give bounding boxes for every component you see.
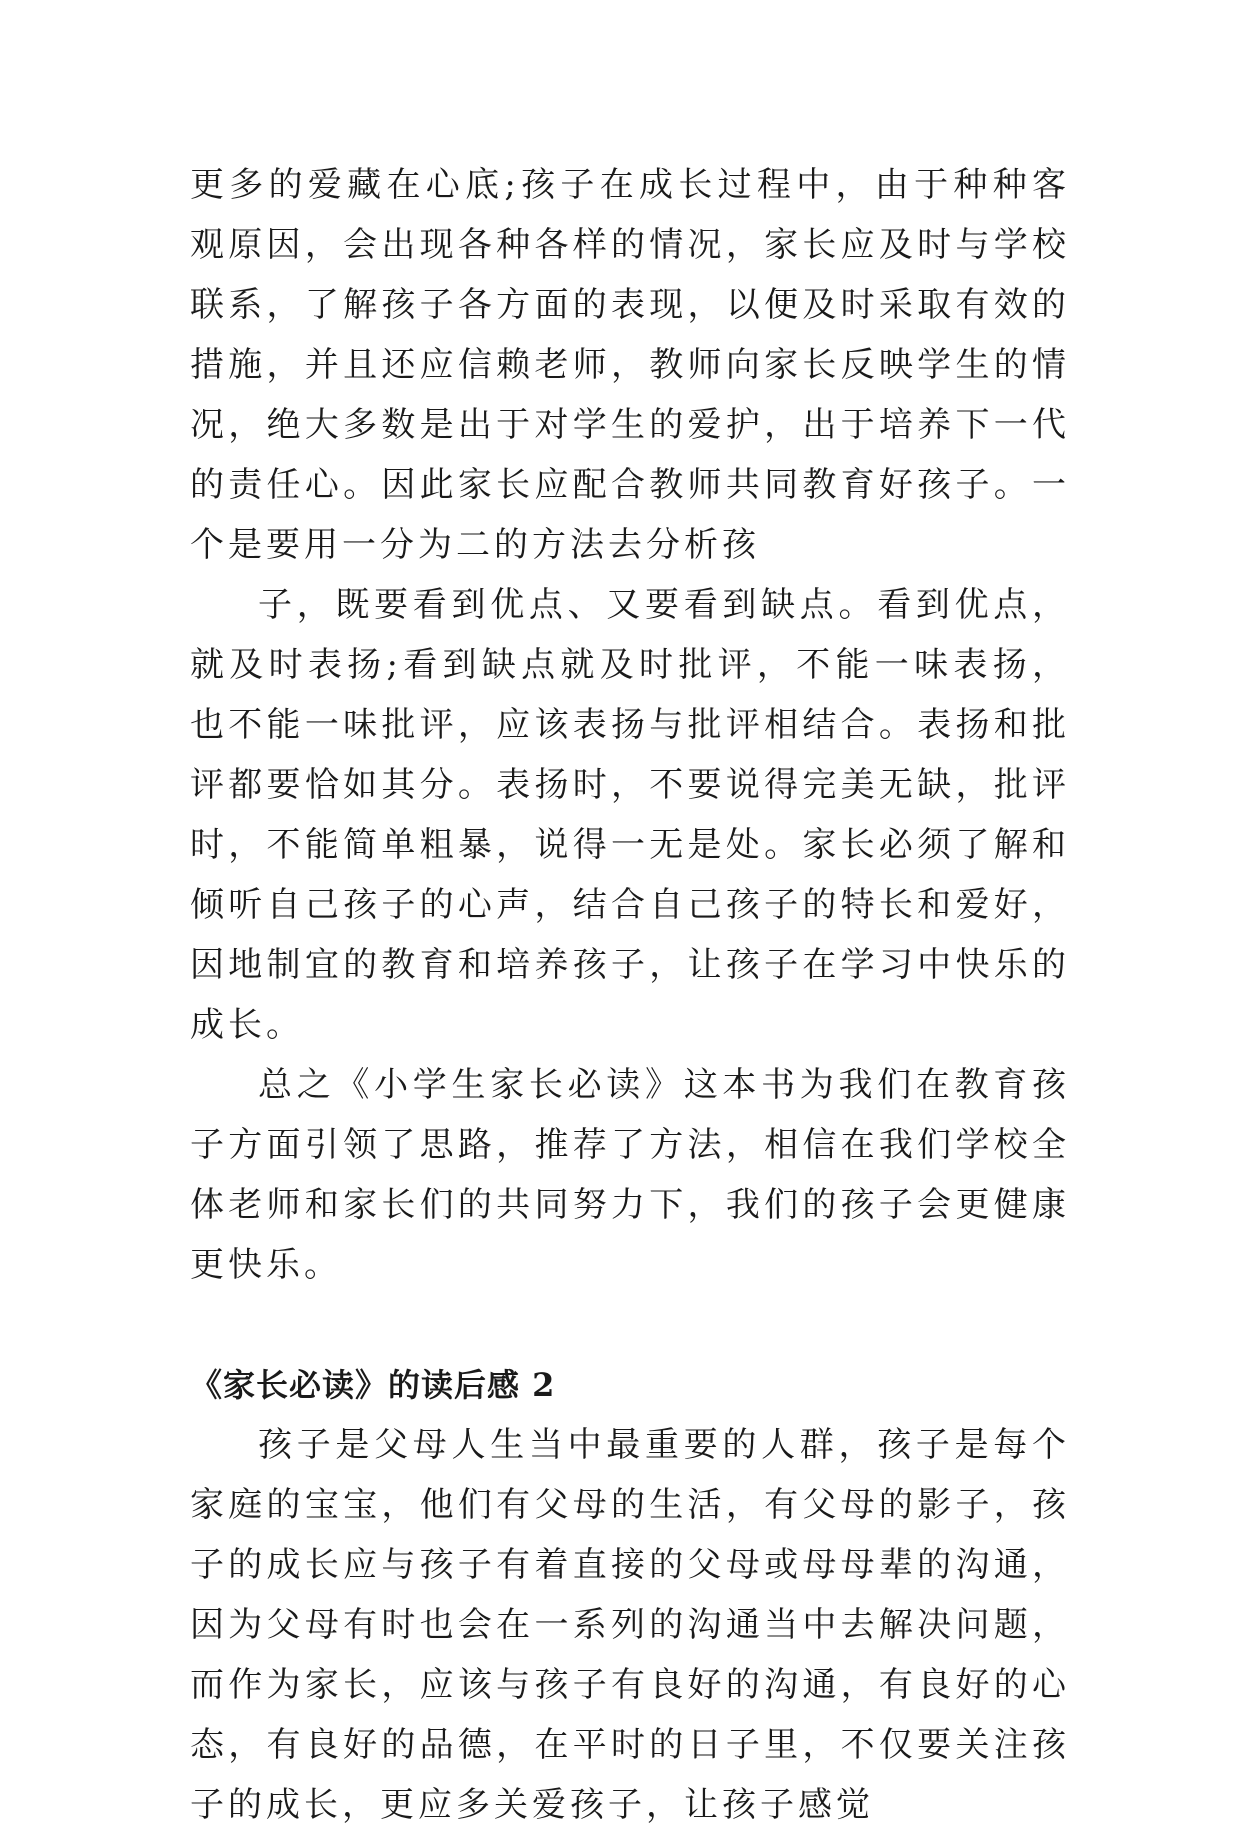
paragraph-praise-criticism: 子，既要看到优点、又要看到缺点。看到优点，就及时表扬;看到缺点就及时批评，不能一味表扬，也不能一味批评，应该表扬与批评相结合。表扬和批评都要恰如其分。表扬时，不要说得完美无缺，批评时，不能简单粗暴，说得一无是处。家长必须了解和倾听自己孩子的心声，结合自己孩子的特长和爱好，因地制宜的教育和培养孩子，让孩子在学习中快乐的成长。 [190,585,1070,1045]
document-page [190,155,1070,1835]
paragraph-continuation: 更多的爱藏在心底;孩子在成长过程中，由于种种客观原因，会出现各种各样的情况，家长应及时与学校联系，了解孩子各方面的表现，以便及时采取有效的措施，并且还应信赖老师，教师向家长反映学生的情况，绝大多数是出于对学生的爱护，出于培养下一代的责任心。因此家长应配合教师共同教育好孩子。一个是要用一分为二的方法去分析孩 [190,165,1070,565]
paragraph-section-body: 孩子是父母人生当中最重要的人群，孩子是每个家庭的宝宝，他们有父母的生活，有父母的影子，孩子的成长应与孩子有着直接的父母或母母辈的沟通，因为父母有时也会在一系列的沟通当中去解决问题，而作为家长，应该与孩子有良好的沟通，有良好的心态，有良好的品德，在平时的日子里，不仅要关注孩子的成长，更应多关爱孩子，让孩子感觉 [190,1425,1070,1825]
section-title: 《家长必读》的读后感 2 [190,1366,556,1404]
paragraph-conclusion: 总之《小学生家长必读》这本书为我们在教育孩子方面引领了思路，推荐了方法，相信在我们学校全体老师和家长们的共同努力下，我们的孩子会更健康更快乐。 [190,1065,1070,1285]
